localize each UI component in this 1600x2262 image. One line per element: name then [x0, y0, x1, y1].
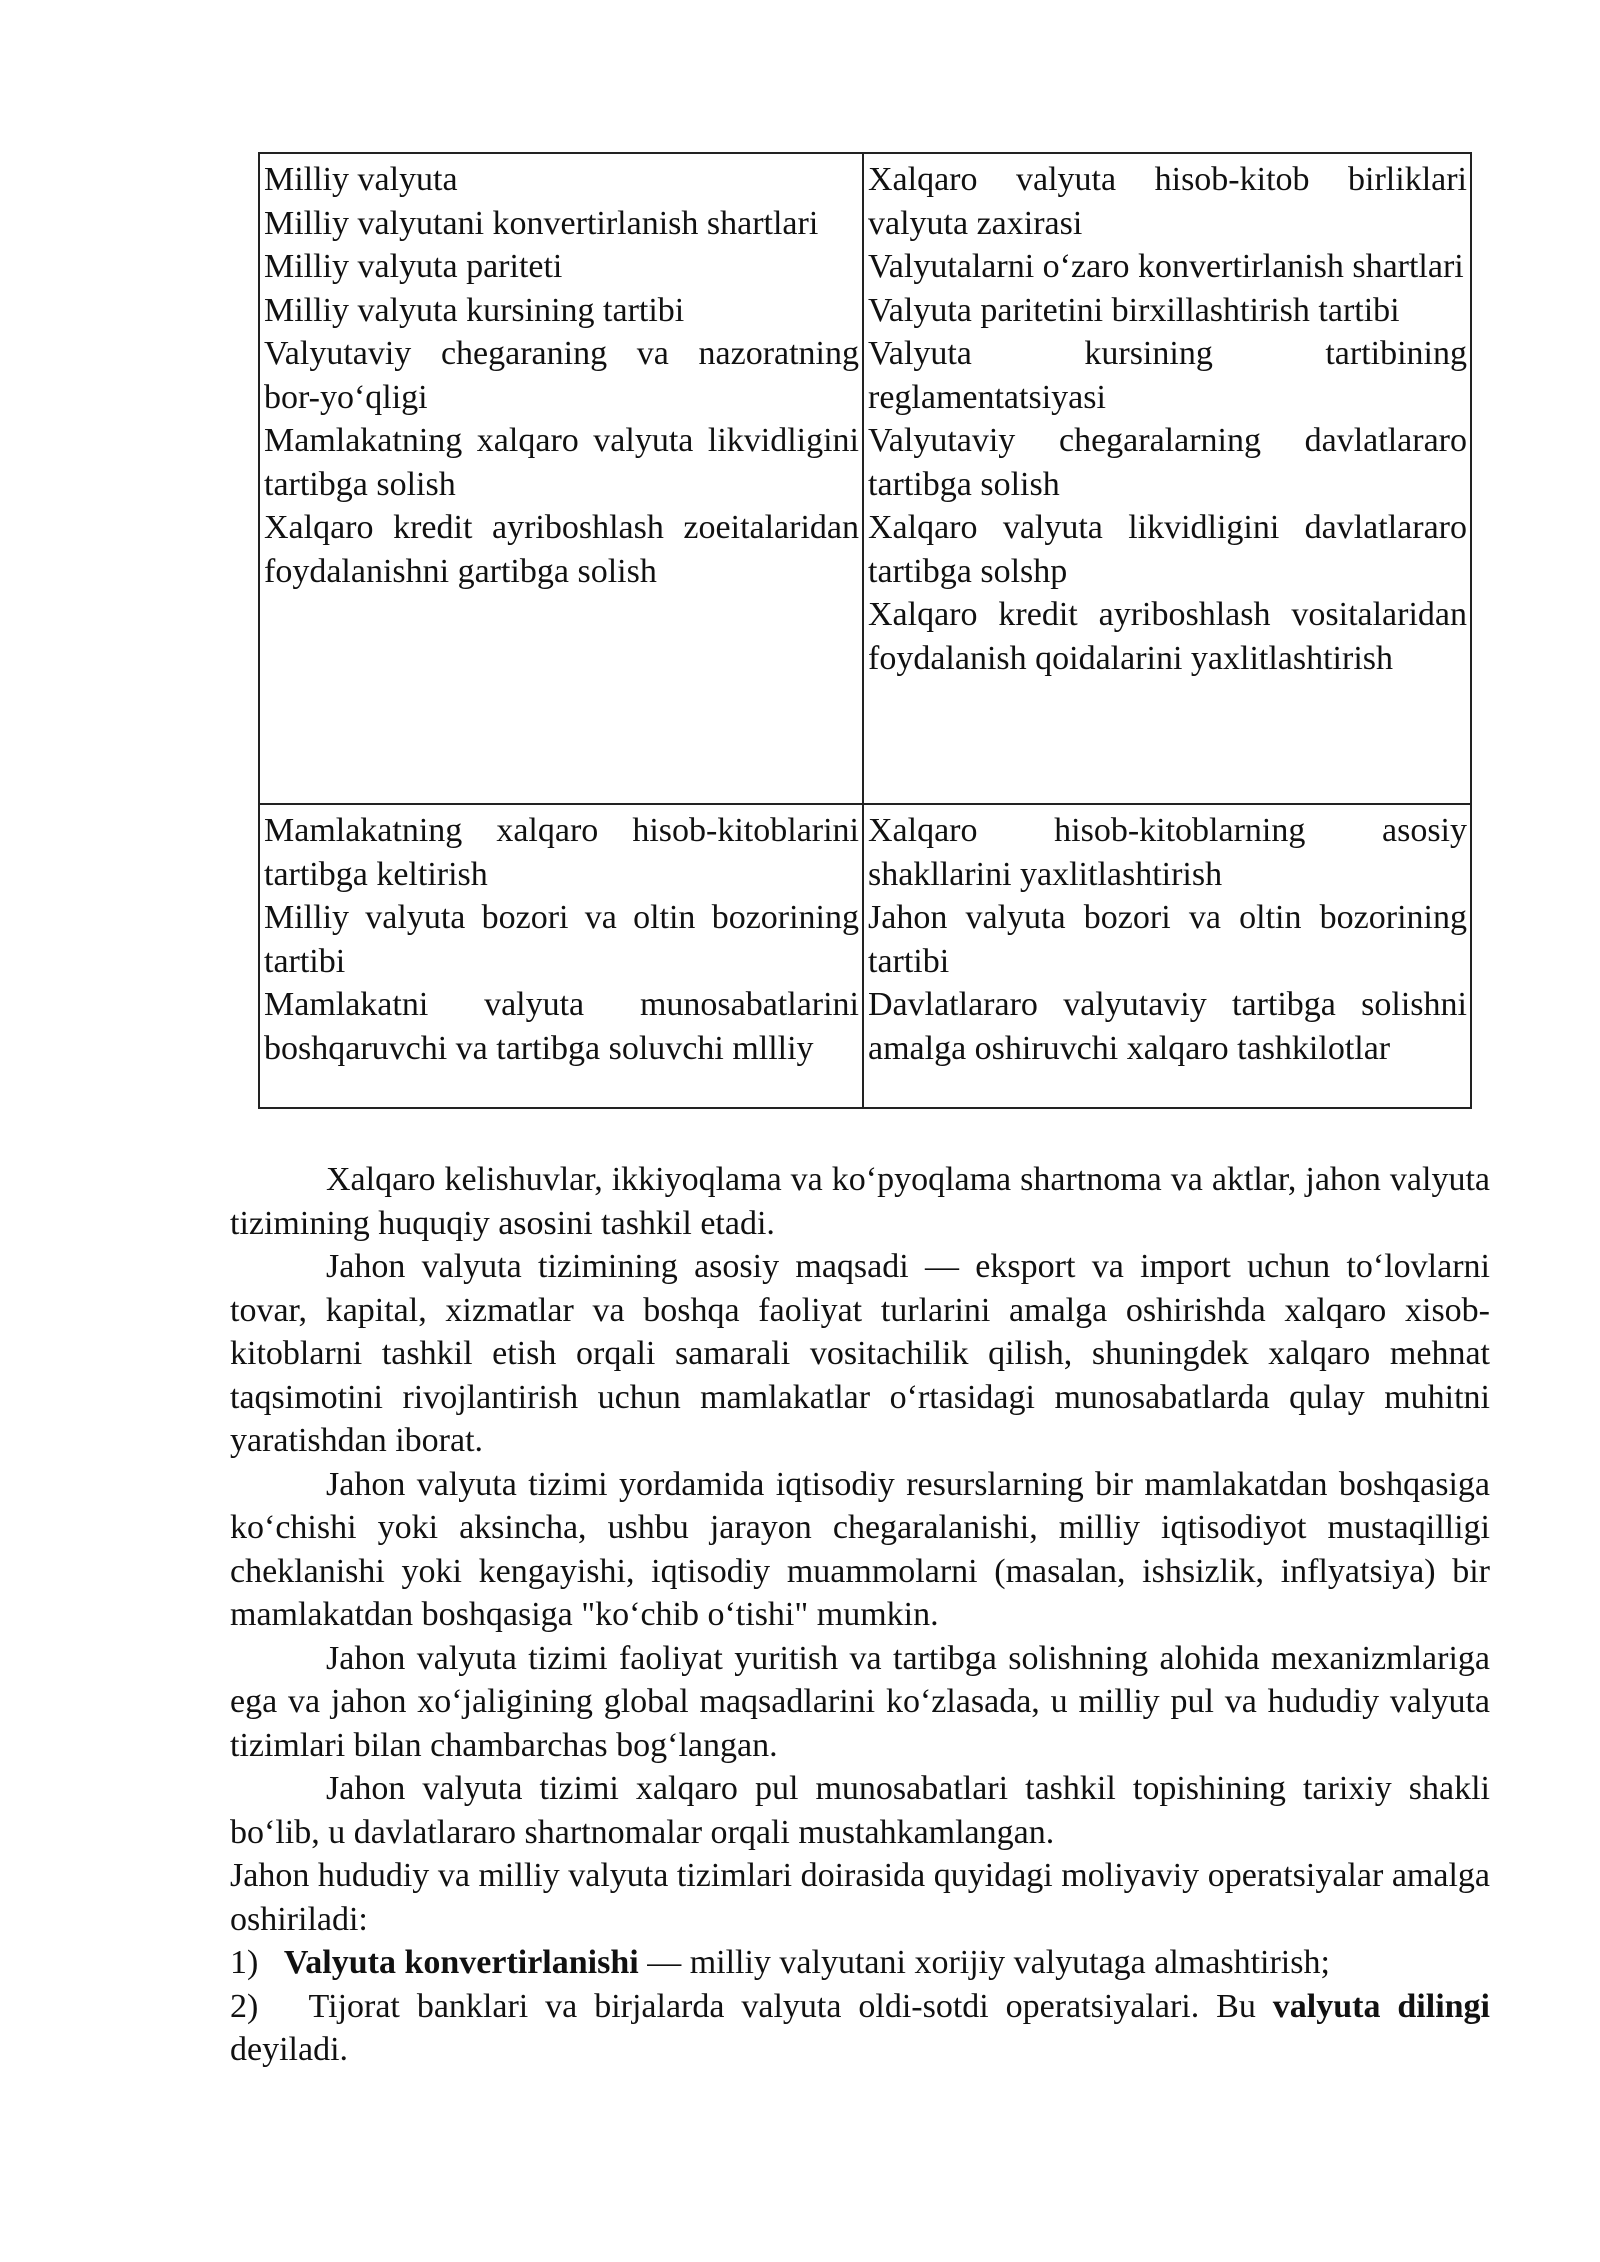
cell-item: Mamlakatning xalqaro valyuta likvidligini tartibga solish — [264, 422, 859, 503]
table-cell-international — [863, 804, 1471, 1108]
cell-item: Mamlakatni valyuta munosabatlarini boshqaruvchi va tartibga soluvchi mllliy — [264, 986, 859, 1067]
list-number: 2) — [230, 1987, 259, 2025]
bold-term: Valyuta konvertirlanishi — [283, 1944, 639, 1981]
table-row — [259, 804, 1471, 1108]
body-text — [230, 1158, 1490, 2072]
table-cell-national — [259, 153, 863, 804]
cell-item: Xalqaro kredit ayriboshlash vositalaridan foydalanish qoidalarini yaxlitlashtirish — [868, 596, 1467, 677]
paragraph: Xalqaro kelishuvlar, ikkiyoqlama va ko‘pyoqlama shartnoma va aktlar, jahon valyuta tizimining huquqiy asosini tashkil etadi. — [230, 1161, 1490, 1242]
cell-item: Milliy valyuta kursining tartibi — [264, 291, 685, 329]
intro-paragraph: Jahon hududiy va milliy valyuta tizimlari doirasida quyidagi moliyaviy operatsiyalar amalga oshiriladi: — [230, 1857, 1490, 1938]
cell-item: Jahon valyuta bozori va oltin bozorining tartibi — [868, 899, 1467, 980]
list-item — [230, 1985, 1490, 2072]
cell-item: Valyuta kursining tartibining reglamentatsiyasi — [868, 335, 1467, 416]
list-item — [230, 1941, 1490, 1985]
cell-item: Milliy valyuta — [264, 161, 458, 198]
list-text: Tijorat banklari va birjalarda valyuta oldi-sotdi operatsiyalari. Bu — [308, 1987, 1273, 2025]
list-text: — milliy valyutani xorijiy valyutaga almashtirish; — [638, 1944, 1330, 1981]
cell-item: Milliy valyuta bozori va oltin bozorining tartibi — [264, 899, 859, 980]
cell-item: Mamlakatning xalqaro hisob-kitoblarini tartibga keltirish — [264, 812, 859, 893]
table-row — [259, 153, 1471, 804]
paragraph: Jahon valyuta tizimining asosiy maqsadi — eksport va import uchun to‘lovlarni tovar, kapital, xizmatlar va boshqa faoliyat turlarini amalga oshirishda xalqaro xisob-kitoblarni tashkil etish orqali samarali vositachilik qilish, shuningdek xalqaro mehnat taqsimotini rivojlantirish uchun mamlakatlar o‘rtasidagi munosabatlarda qulay muhitni yaratishdan iborat. — [230, 1248, 1490, 1459]
cell-item: Valyutaviy chegaraning va nazoratning bor-yo‘qligi — [264, 335, 859, 416]
table-cell-national — [259, 804, 863, 1108]
cell-item: Valyutaviy chegaralarning davlatlararo tartibga solish — [868, 422, 1467, 503]
paragraph: Jahon valyuta tizimi yordamida iqtisodiy resurslarning bir mamlakatdan boshqasiga ko‘chishi yoki aksincha, ushbu jarayon chegaralanishi, milliy iqtisodiyot mustaqilligi cheklanishi yoki kengayishi, iqtisodiy muammolarni (masalan, ishsizlik, inflyatsiya) bir mamlakatdan boshqasiga "ko‘chib o‘tishi" mumkin. — [230, 1465, 1490, 1633]
cell-item: Milliy valyutani konvertirlanish shartlari — [264, 204, 819, 242]
cell-item: Milliy valyuta pariteti — [264, 248, 563, 285]
cell-item: Valyutalarni o‘zaro konvertirlanish shartlari — [868, 248, 1464, 285]
cell-item: Xalqaro valyuta likvidligini davlatlararo tartibga solshp — [868, 509, 1467, 590]
list-number: 1) — [230, 1944, 259, 1981]
cell-item: Valyuta paritetini birxillashtirish tartibi — [868, 291, 1400, 329]
cell-item: Xalqaro kredit ayriboshlash zoeitalaridan foydalanishni gartibga solish — [264, 509, 859, 590]
table-cell-international — [863, 153, 1471, 804]
paragraph: Jahon valyuta tizimi xalqaro pul munosabatlari tashkil topishining tarixiy shakli bo‘lib, u davlatlararo shartnomalar orqali mustahkamlangan. — [230, 1770, 1490, 1851]
cell-item: Xalqaro valyuta hisob-kitob birliklari valyuta zaxirasi — [868, 161, 1467, 242]
list-text: deyiladi. — [230, 2031, 349, 2068]
cell-item: Davlatlararo valyutaviy tartibga solishni amalga oshiruvchi xalqaro tashkilotlar — [868, 986, 1467, 1067]
bold-term: valyuta dilingi — [1272, 1987, 1491, 2025]
comparison-table — [258, 152, 1472, 1109]
paragraph: Jahon valyuta tizimi faoliyat yuritish va tartibga solishning alohida mexanizmlariga ega va jahon xo‘jaligining global maqsadlarini ko‘zlasada, u milliy pul va hududiy valyuta tizimlari bilan chambarchas bog‘langan. — [230, 1639, 1490, 1764]
cell-item: Xalqaro hisob-kitoblarning asosiy shakllarini yaxlitlashtirish — [868, 812, 1467, 893]
